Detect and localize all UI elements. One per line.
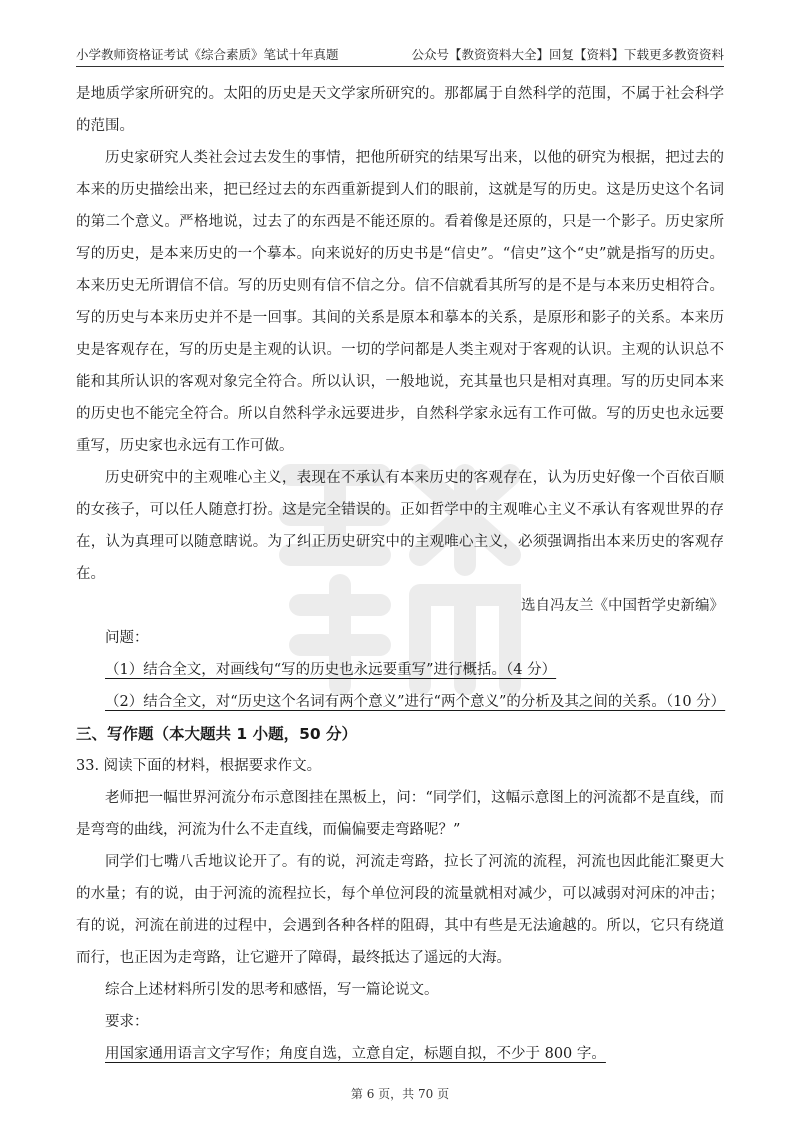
questions-label: 问题： [105,630,149,646]
section-title-writing: 三、写作题（本大题共 1 小题，50 分） [76,725,358,743]
material-paragraph-1: 老师把一幅世界河流分布示意图挂在黑板上，问：“同学们，这幅示意图上的河流都不是直线，而是弯弯的曲线，河流为什么不走直线，而偏偏要走弯路呢？” [76,790,724,838]
question-2-text: （2）结合全文，对“历史这个名词有两个意义”进行“两个意义”的分析及其之间的关系。（10 分） [105,694,726,710]
material-paragraph-3: 综合上述材料所引发的思考和感悟，写一篇论说文。 [105,982,439,998]
header-promo: 公众号【教资资料大全】回复【资料】下载更多教资资料 [411,47,724,62]
question-2 [76,686,724,718]
passage-paragraph-3: 历史研究中的主观唯心主义，表现在不承认有本来历史的客观存在，认为历史好像一个百依百顺的女孩子，可以任人随意打扮。这是完全错误的。正如哲学中的主观唯心主义不承认有客观世界的存在，认为真理可以随意瞎说。为了纠正历史研究中的主观唯心主义，必须强调指出本来历史的客观存在。 [76,470,724,582]
requirements-text: 用国家通用语言文字写作；角度自选，立意自定，标题自拟，不少于 800 字。 [105,1046,606,1062]
passage-paragraph-2: 历史家研究人类社会过去发生的事情，把他所研究的结果写出来，以他的研究为根据，把过去的本来的历史描绘出来，把已经过去的东西重新提到人们的眼前，这就是写的历史。这是历史这个名词的第二个意义。严格地说，过去了的东西是不能还原的。看着像是还原的，只是一个影子。历史家所写的历史，是本来历史的一个摹本。向来说好的历史书是“信史”。“信史”这个“史”就是指写的历史。本来历史无所谓信不信。写的历史则有信不信之分。信不信就看其所写的是不是与本来历史相符合。写的历史与本来历史并不是一回事。其间的关系是原本和摹本的关系，是原形和影子的关系。本来历史是客观存在，写的历史是主观的认识。一切的学问都是人类主观对于客观的认识。主观的认识总不能和其所认识的客观对象完全符合。所以认识，一般地说，充其量也只是相对真理。写的历史同本来的历史也不能完全符合。所以自然科学永远要进步，自然科学家永远有工作可做。写的历史也永远要重写，历史家也永远有工作可做。 [76,150,724,454]
passage-source: 选自冯友兰《中国哲学史新编》 [521,598,724,614]
page-body [76,78,724,1070]
passage-paragraph-1: 是地质学家所研究的。太阳的历史是天文学家所研究的。那都属于自然科学的范围，不属于社会科学的范围。 [76,86,724,134]
page-number: 第 6 页，共 70 页 [350,1087,450,1101]
header-title: 小学教师资格证考试《综合素质》笔试十年真题 [76,47,339,62]
requirements-label: 要求： [105,1014,149,1030]
requirements [76,1038,724,1070]
question-1-text: （1）结合全文，对画线句“写的历史也永远要重写”进行概括。（4 分） [105,662,557,678]
question-33: 33. 阅读下面的材料，根据要求作文。 [76,758,322,774]
page-header [76,44,724,67]
question-1 [76,654,724,686]
material-paragraph-2: 同学们七嘴八舌地议论开了。有的说，河流走弯路，拉长了河流的流程，河流也因此能汇聚更大的水量；有的说，由于河流的流程拉长，每个单位河段的流量就相对减少，可以减弱对河床的冲击；有的说，河流在前进的过程中，会遇到各种各样的阻碍，其中有些是无法逾越的。所以，它只有绕道而行，也正因为走弯路，让它避开了障碍，最终抵达了遥远的大海。 [76,854,724,966]
